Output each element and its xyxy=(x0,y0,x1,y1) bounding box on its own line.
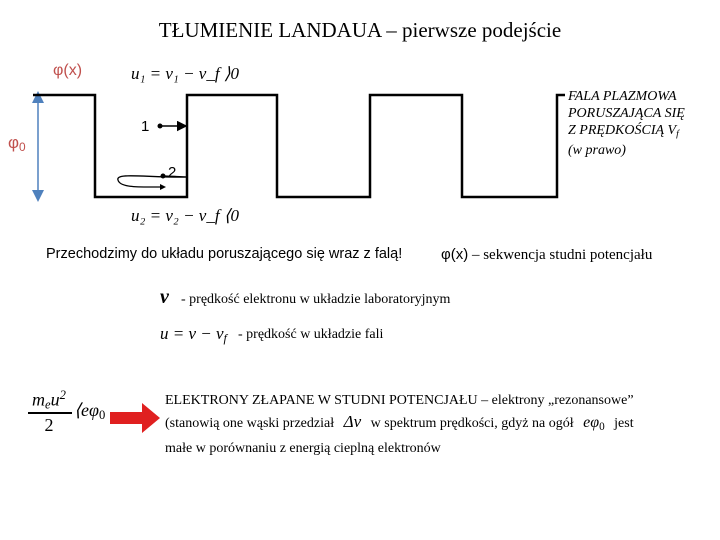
delta-v: Δv xyxy=(343,412,362,431)
square-wave xyxy=(33,95,565,197)
wave-label-line3: Z PRĘDKOŚCIĄ $V_f$ xyxy=(568,123,679,140)
wave-label-line2: PORUSZAJĄCA SIĘ xyxy=(568,106,685,121)
electron-1-label: 1 xyxy=(141,118,150,135)
electron-2-label: 2 xyxy=(168,164,177,181)
u-definition: - prędkość w układzie fali xyxy=(238,327,384,342)
electron-1 xyxy=(158,124,163,129)
electron-2-arrowhead xyxy=(160,184,166,190)
wave-label-line1: FALA PLAZMOWA xyxy=(568,89,677,104)
wave-label-line4: (w prawo) xyxy=(568,143,626,159)
e-phi0: $e\varphi_0$ xyxy=(583,414,605,433)
v-symbol: v xyxy=(160,286,169,308)
trapped-line2: (stanowią one wąski przedział Δv w spektrum prędkości, gdyż na ogół $e\varphi_0$ jest xyxy=(165,412,634,433)
u1-formula: u₁ = v₁ − v_f ⟩0 xyxy=(131,64,239,83)
u2-formula: u₂ = v₂ − v_f ⟨0 xyxy=(131,206,239,225)
page-title: TŁUMIENIE LANDAUA – pierwsze podejście xyxy=(158,18,562,42)
trapped-electrons-text xyxy=(165,390,715,459)
potential-sequence-text: φ(x) – sekwencja studni potencjału xyxy=(441,246,653,263)
phi0-label: $\varphi_0$ xyxy=(8,133,26,154)
wave-label xyxy=(568,88,718,159)
trapped-line3: małe w porównaniu z energią cieplną elektronów xyxy=(165,440,441,456)
v-definition: - prędkość elektronu w układzie laboratoryjnym xyxy=(181,292,451,307)
frame-change-text: Przechodzimy do układu poruszającego się wraz z falą! xyxy=(46,246,403,262)
u-formula: $u = v - v_f$ xyxy=(160,324,227,345)
trapped-line1: ELEKTRONY ZŁAPANE W STUDNI POTENCJAŁU – elektrony „rezonansowe” xyxy=(165,393,634,408)
phi-x-label: φ(x) xyxy=(53,62,83,79)
energy-formula: $m_eu^2$ 2 $⟨e\varphi_0$ xyxy=(28,388,118,448)
electron-2 xyxy=(161,174,166,179)
electron-2-path xyxy=(118,176,188,187)
